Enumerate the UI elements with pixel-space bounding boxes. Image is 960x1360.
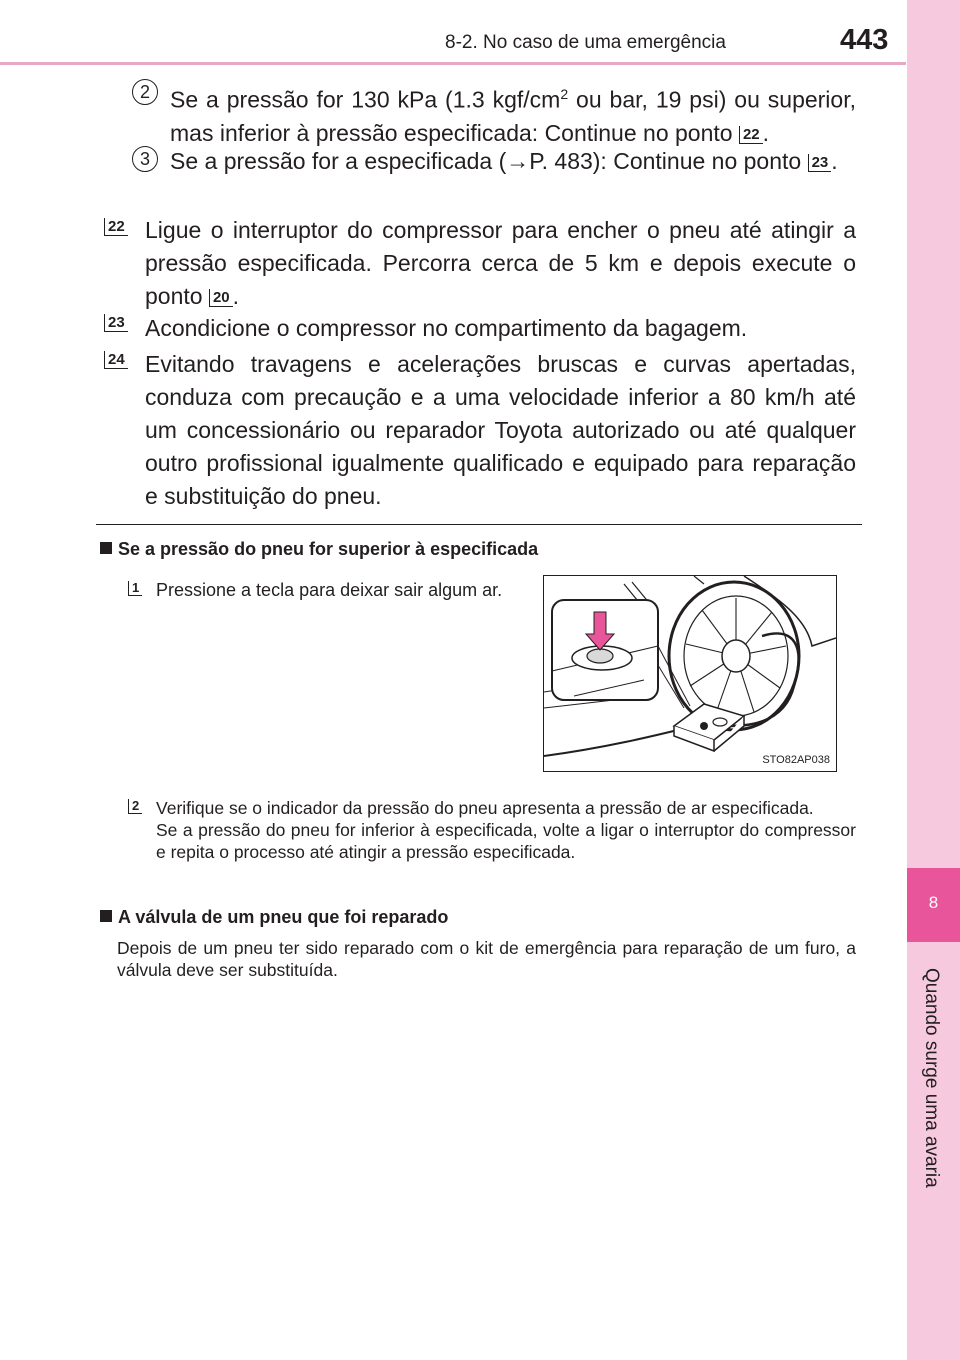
section-heading: A válvula de um pneu que foi reparado (100, 907, 448, 928)
step-text-block (156, 797, 856, 863)
tire-compressor-illustration (544, 576, 836, 771)
step-text: Ligue o interruptor do compressor para encher o pneu até atingir a pressão especificada. Percorra cerca de 5 km e depois execute o ponto 20 . (145, 217, 856, 309)
square-bullet-icon (100, 542, 112, 554)
substep-marker: 3 (132, 146, 158, 172)
step-number-box: 24 (104, 351, 128, 369)
substep-text: Se a pressão for 130 kPa (1.3 kgf/$cm^2$ ou bar, 19 psi) ou superior, mas inferior à pressão especificada: Continue no ponto 22 . (170, 86, 856, 146)
illustration-code: STO82AP038 (762, 754, 830, 766)
step-number-box: 1 (128, 581, 142, 596)
chapter-title: Quando surge uma avaria (921, 968, 942, 1188)
step-text: Pressione a tecla para deixar sair algum ar. (156, 580, 503, 600)
substep-marker: 2 (132, 79, 158, 105)
step-ref-box: 20 (209, 289, 233, 307)
section-divider (96, 524, 862, 525)
page-number: 443 (840, 24, 889, 56)
step-number-box: 23 (104, 314, 128, 332)
header-rule (0, 62, 906, 65)
step-ref-box: 23 (808, 154, 832, 172)
step-text: Evitando travagens e acelerações bruscas e curvas apertadas, conduza com precaução e a uma velocidade inferior a 80 km/h até um concessionário ou reparador Toyota autorizado ou até qualquer outro profissional igualmente qualificado e equipado para reparação e substituição do pneu. (145, 351, 856, 509)
section-text: Depois de um pneu ter sido reparado com o kit de emergência para reparação de um furo, a válvula deve ser substituída. (117, 938, 856, 980)
step-text: Se a pressão do pneu for inferior à especificada, volte a ligar o interruptor do compressor e repita o processo até atingir a pressão especificada. (156, 820, 856, 862)
square-bullet-icon (100, 910, 112, 922)
section-heading: Se a pressão do pneu for superior à especificada (100, 539, 538, 560)
chapter-number: 8 (928, 893, 939, 912)
step-text: Verifique se o indicador da pressão do pneu apresenta a pressão de ar especificada. (156, 798, 814, 818)
header-section-title: 8-2. No caso de uma emergência (445, 32, 726, 53)
substep-text: Se a pressão for a especificada (→P. 483): Continue no ponto 23 . (170, 148, 838, 174)
step-ref-box: 22 (739, 126, 763, 144)
step-number-box: 2 (128, 799, 142, 814)
step-number-box: 22 (104, 218, 128, 236)
step-text: Acondicione o compressor no compartimento da bagagem. (145, 315, 748, 341)
illustration-compressor (543, 575, 837, 772)
